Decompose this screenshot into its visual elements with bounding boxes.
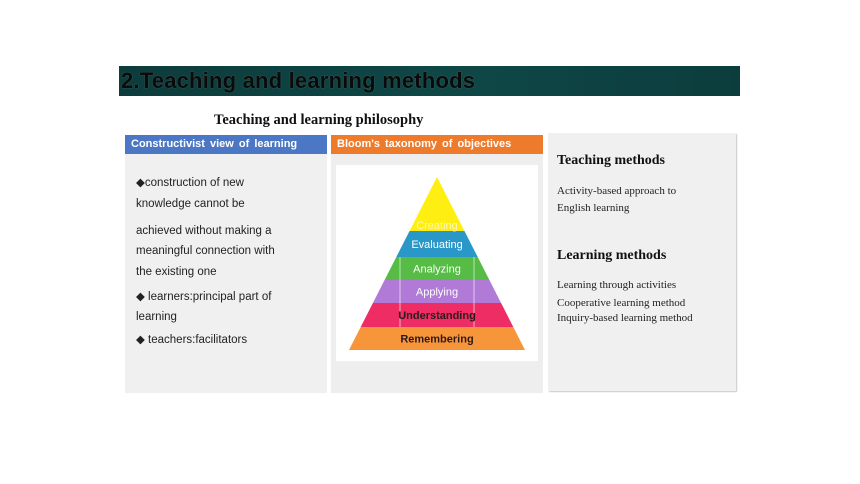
pyramid-label-creating: Creating — [416, 220, 458, 232]
bloom-pyramid-graphic — [336, 165, 538, 361]
pyramid-label-understanding: Understanding — [398, 310, 476, 322]
bloom-pyramid — [336, 165, 538, 361]
constructivist-header: Constructivist view of learning — [125, 135, 327, 154]
constructivist-line: meaningful connection with — [136, 245, 275, 257]
constructivist-line: ◆ teachers:facilitators — [136, 334, 248, 346]
teaching-method-line: English learning — [557, 202, 630, 214]
learning-method-line: Cooperative learning method — [557, 297, 686, 309]
slide-title: 2.Teaching and learning methods — [121, 68, 476, 93]
constructivist-line: knowledge cannot be — [136, 198, 245, 210]
pyramid-label-applying: Applying — [415, 286, 459, 299]
constructivist-panel — [125, 135, 327, 393]
teaching-methods-heading: Teaching methods — [557, 153, 666, 168]
pyramid-label-evaluating: Evaluating — [411, 239, 463, 251]
pyramid-label-analyzing: Analyzing — [413, 263, 461, 276]
learning-method-line: Learning through activities — [557, 279, 677, 291]
constructivist-line: the existing one — [136, 266, 217, 278]
constructivist-line: ◆construction of new — [136, 177, 244, 189]
constructivist-line: achieved without making a — [136, 225, 272, 237]
slide-subtitle: Teaching and learning philosophy — [214, 112, 424, 128]
learning-method-line: Inquiry-based learning method — [557, 312, 693, 324]
constructivist-line: learning — [136, 311, 177, 323]
teaching-method-line: Activity-based approach to — [557, 185, 677, 197]
constructivist-line: ◆ learners:principal part of — [136, 291, 272, 303]
bloom-header: Bloom's taxonomy of objectives — [331, 135, 543, 154]
learning-methods-heading: Learning methods — [557, 248, 667, 263]
pyramid-label-remembering: Remembering — [400, 333, 474, 346]
